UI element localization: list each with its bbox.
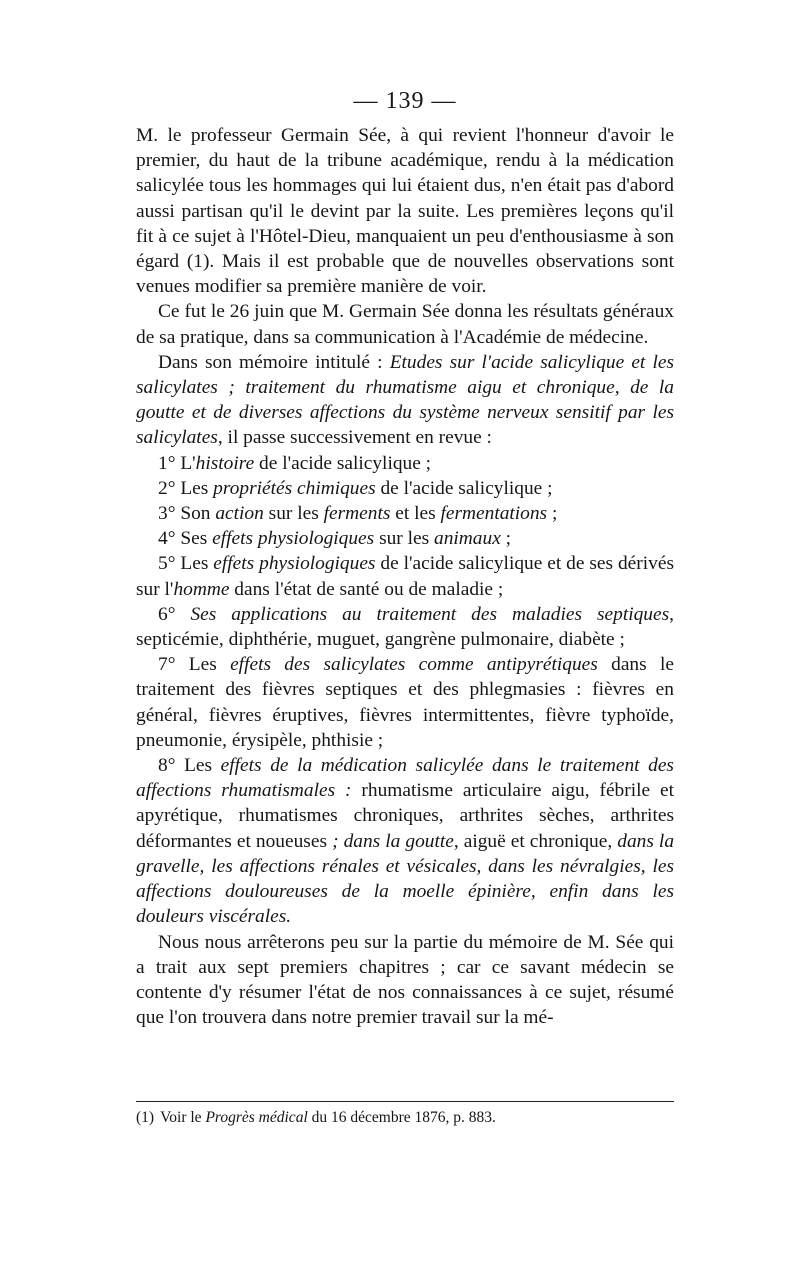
item-italic: effets physiologiques [212, 528, 375, 550]
item-text: , septicémie, diphthérie, muguet, gangrène pulmonaire, diabète ; [136, 603, 674, 651]
item-text: de l'acide salicylique ; [254, 452, 432, 474]
item-text: et les [390, 503, 441, 525]
item-text: Les [184, 755, 221, 777]
item-text: L' [180, 452, 196, 474]
body-text [136, 123, 674, 1030]
item-number: 8° [158, 755, 185, 777]
footnote-text: Voir le [160, 1109, 206, 1126]
item-number: 3° [158, 503, 181, 525]
item-text: Les [188, 654, 231, 676]
paragraph-1: M. le professeur Germain Sée, à qui revient l'honneur d'avoir le premier, du haut de la tribune académique, rendu à la médication salicylée tous les hommages qui lui étaient dus, n'en était pas d'abord aussi partisan qu'il le devint par la suite. Les premières leçons qu'il fit à ce sujet à l'Hôtel-Dieu, manquaient un peu d'enthousiasme à son égard (1). Mais il est probable que de nouvelles observations sont venues modifier sa première manière de voir. [136, 125, 674, 298]
list-item-1 [136, 451, 674, 476]
item-italic: homme [173, 578, 230, 600]
item-italic: effets physiologiques [213, 553, 376, 575]
list-item-2 [136, 476, 674, 501]
item-text: dans l'état de santé ou de maladie ; [229, 578, 504, 600]
footnote-marker: (1) [136, 1109, 155, 1126]
item-italic: action [215, 503, 264, 525]
list-item-8 [136, 753, 674, 929]
page-number: — 139 — [353, 88, 457, 114]
item-italic: propriétés chimiques [213, 477, 376, 499]
page-content [136, 88, 674, 1030]
item-text: Les [180, 477, 214, 499]
item-text: Les [180, 553, 214, 575]
item-text: ; [547, 503, 558, 525]
list-item-5 [136, 551, 674, 601]
item-italic: ; dans la goutte [332, 830, 454, 852]
item-text: sur les [263, 503, 324, 525]
item-text: sur les [374, 528, 435, 550]
list-item-7 [136, 652, 674, 753]
item-number: 1° [158, 452, 181, 474]
p3-lead: Dans son mémoire intitulé : [158, 351, 390, 373]
item-italic: Ses applications au traitement des maladies septiques [190, 603, 670, 625]
item-text: , aiguë et chronique, [453, 830, 618, 852]
item-italic: effets de la médication salicylée dans le traitement des affections rhumatismales : [136, 755, 674, 802]
paragraph-last: Nous nous arrêterons peu sur la partie du mémoire de M. Sée qui a trait aux sept premiers chapitres ; car ce savant médecin se contente d'y résumer l'état de nos connaissances à ce sujet, résumé que l'on trouvera dans notre premier travail sur la mé- [136, 931, 674, 1029]
memoir-title: Etudes sur l'acide salicylique et les salicylates ; traitement du rhumatisme aigu et chronique, de la goutte et de diverses affections du système nerveux sensitif par les salicylates [136, 351, 674, 449]
list-item-4 [136, 526, 674, 551]
item-text: dans le traitement des fièvres septiques et des phlegmasies : fièvres en général, fièvres éruptives, fièvres intermittentes, fièvre typhoïde, pneumonie, érysipèle, phthisie ; [136, 654, 674, 751]
footnote-journal: Progrès médical [205, 1109, 308, 1126]
list-item-6 [136, 602, 674, 652]
item-text: rhumatisme articulaire aigu, fébrile et apyrétique, rhumatismes chroniques, arthrites sèches, arthrites déformantes et noueuses [136, 780, 674, 852]
item-number: 4° [158, 528, 181, 550]
item-number: 2° [158, 477, 181, 499]
footnote [136, 1108, 674, 1128]
footnote-text: du 16 décembre 1876, p. 883. [307, 1109, 496, 1126]
item-italic: ferments [323, 503, 391, 525]
item-text: de l'acide salicylique ; [375, 477, 553, 499]
item-italic: effets des salicylates comme antipyrétiques [230, 654, 598, 676]
item-italic: histoire [195, 452, 255, 474]
item-number: 6° [158, 603, 191, 625]
item-text: Son [180, 503, 216, 525]
p3-tail: , il passe successivement en revue : [217, 427, 492, 449]
paragraph-2: Ce fut le 26 juin que M. Germain Sée donna les résultats généraux de sa pratique, dans sa communication à l'Académie de médecine. [136, 301, 674, 348]
item-italic: fermentations [440, 503, 548, 525]
paragraph-3 [136, 350, 674, 451]
item-text: Ses [180, 528, 213, 550]
item-number: 5° [158, 553, 181, 575]
footnote-divider [136, 1101, 674, 1102]
item-text: ; [500, 528, 512, 550]
list-item-3 [136, 501, 674, 526]
item-number: 7° [158, 654, 189, 676]
item-text: de l'acide salicylique et de ses dérivés sur l' [136, 553, 674, 600]
item-italic: animaux [434, 528, 501, 550]
item-italic: dans la gravelle, les affections rénales et vésicales, dans les névralgies, les affections douloureuses de la moelle épinière, enfin dans les douleurs viscérales. [136, 830, 675, 928]
